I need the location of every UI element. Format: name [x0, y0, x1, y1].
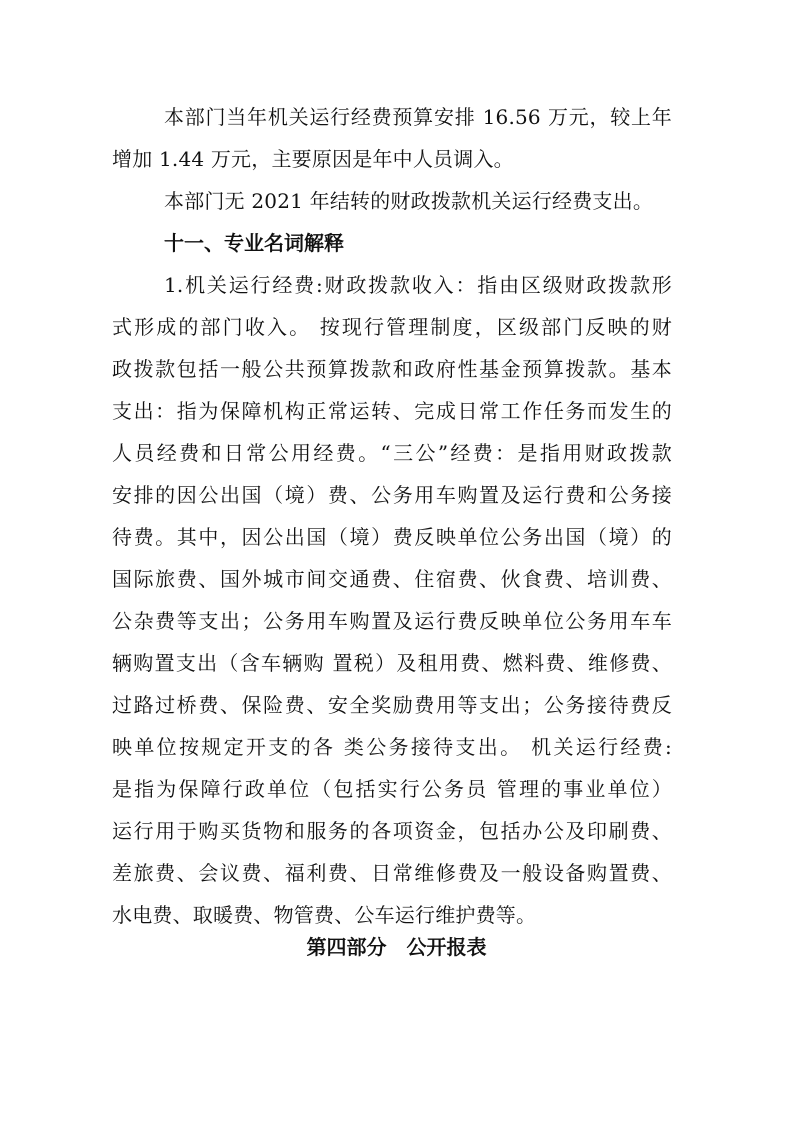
- paragraph-1-line-2: 增加 1.44 万元，主要原因是年中人员调入。: [112, 147, 514, 171]
- paragraph-3-line-3: 政拨款包括一般公共预算拨款和政府性基金预算拨款。基本: [112, 357, 672, 381]
- paragraph-3-line-13: 是指为保障行政单位（包括实行公务员 管理的事业单位）: [112, 777, 672, 801]
- paragraph-3-line-6: 安排的因公出国（境）费、公务用车购置及运行费和公务接: [112, 483, 672, 507]
- paragraph-3-line-4: 支出：指为保障机构正常运转、完成日常工作任务而发生的: [112, 399, 672, 423]
- paragraph-3-line-1: 1.机关运行经费:财政拨款收入：指由区级财政拨款形: [164, 273, 672, 297]
- paragraph-3-line-9: 公杂费等支出；公务用车购置及运行费反映单位公务用车车: [112, 609, 672, 633]
- paragraph-3-line-16: 水电费、取暖费、物管费、公车运行维护费等。: [112, 903, 537, 927]
- paragraph-3-line-11: 过路过桥费、保险费、安全奖励费用等支出；公务接待费反: [112, 693, 672, 717]
- section-heading: 十一、专业名词解释: [164, 231, 344, 255]
- paragraph-3-line-15: 差旅费、会议费、福利费、日常维修费及一般设备购置费、: [112, 861, 672, 885]
- paragraph-3-line-14: 运行用于购买货物和服务的各项资金，包括办公及印刷费、: [112, 819, 672, 843]
- paragraph-3-line-5: 人员经费和日常公用经费。“三公”经费：是指用财政拨款: [112, 441, 672, 465]
- paragraph-3-line-7: 待费。其中，因公出国（境）费反映单位公务出国（境）的: [112, 525, 672, 549]
- paragraph-3-line-8: 国际旅费、国外城市间交通费、住宿费、伙食费、培训费、: [112, 567, 672, 591]
- paragraph-3-line-2: 式形成的部门收入。 按现行管理制度，区级部门反映的财: [112, 315, 672, 339]
- paragraph-2-line-1: 本部门无 2021 年结转的财政拨款机关运行经费支出。: [164, 189, 654, 213]
- paragraph-1-line-1: 本部门当年机关运行经费预算安排 16.56 万元，较上年: [164, 105, 672, 129]
- part-heading: 第四部分 公开报表: [306, 935, 487, 959]
- paragraph-3-line-10: 辆购置支出（含车辆购 置税）及租用费、燃料费、维修费、: [112, 651, 672, 675]
- paragraph-3-line-12: 映单位按规定开支的各 类公务接待支出。 机关运行经费:: [112, 735, 672, 759]
